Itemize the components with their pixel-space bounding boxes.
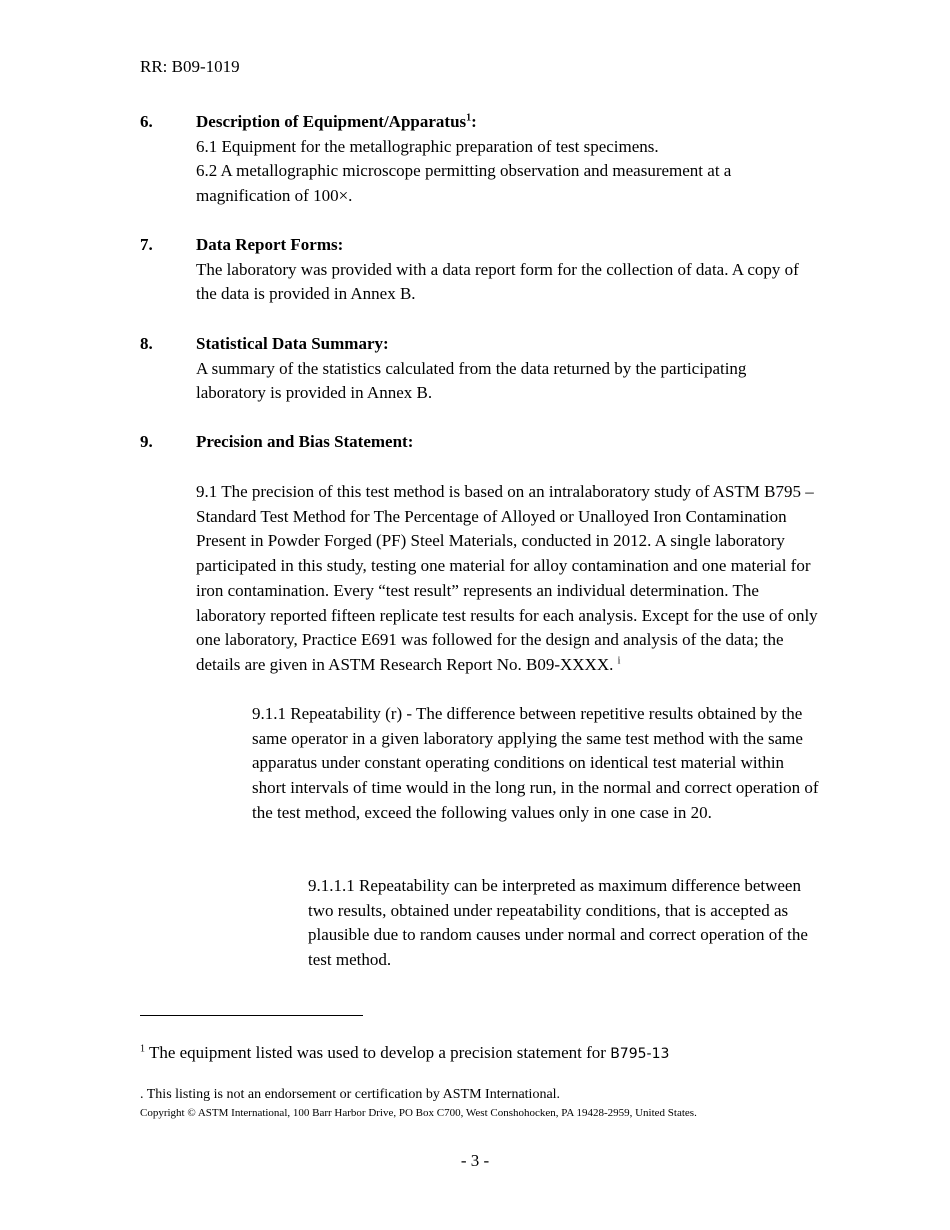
footnote-ref-1: 1 (466, 112, 472, 124)
section-9-1-paragraph (196, 480, 820, 678)
footnote-separator (140, 1015, 363, 1016)
section-9-1-1-1 (308, 874, 820, 973)
section-6-2-text: 6.2 A metallographic microscope permitting observation and measurement at a magnification of 100×. (196, 161, 732, 206)
footnote-1-continuation: . This listing is not an endorsement or certification by ASTM International. (140, 1087, 561, 1102)
section-9-1-1-text: 9.1.1 Repeatability (r) - The difference between repetitive results obtained by the same operator in a given laboratory applying the same test method with the same apparatus under constant operating conditions on identical test material within short intervals of time would in the long run, in the normal and correct operation of the test method, exceed the following values only in one case in 20. (252, 704, 819, 822)
section-6-number: 6. (140, 112, 153, 131)
copyright-notice: Copyright © ASTM International, 100 Barr Harbor Drive, PO Box C700, West Conshohocken, PA 19428-2959, United States. (140, 1107, 697, 1119)
section-9-1 (140, 480, 820, 678)
footnote-1-text: The equipment listed was used to develop a precision statement for (145, 1043, 611, 1062)
section-6-title-text: Description of Equipment/Apparatus (196, 112, 467, 131)
report-id-header: RR: B09-1019 (140, 57, 240, 76)
section-7-title: Data Report Forms: (196, 235, 344, 254)
section-8-title: Statistical Data Summary: (196, 334, 389, 353)
endnote-ref-i: i (617, 655, 621, 667)
section-9-title: Precision and Bias Statement: (196, 432, 414, 451)
section-6-title (196, 110, 820, 135)
section-7 (140, 233, 820, 307)
section-8-text: A summary of the statistics calculated from the data returned by the participating laboratory is provided in Annex B. (196, 358, 747, 403)
page-number: - 3 - (460, 1151, 490, 1170)
section-8 (140, 332, 820, 406)
section-6-1-text: 6.1 Equipment for the metallographic preparation of test specimens. (196, 136, 659, 156)
section-7-text: The laboratory was provided with a data report form for the collection of data. A copy of the data is provided in Annex B. (196, 259, 799, 304)
section-6 (140, 110, 820, 209)
footnote-1 (140, 1043, 669, 1063)
section-8-number: 8. (140, 334, 153, 353)
section-9-1-1 (252, 702, 822, 826)
footnote-1-marker: 1 (140, 1043, 145, 1055)
section-9 (140, 430, 820, 455)
section-9-1-text: 9.1 The precision of this test method is based on an intralaboratory study of ASTM B795 – Standard Test Method for The Percentage of Alloyed or Unalloyed Iron Contamination Present in Powder Forged (PF) Steel Materials, conducted in 2012. A single laboratory participated in this study, testing one material for alloy contamination and one material for iron contamination. Every “test result” represents an individual determination. The laboratory reported fifteen replicate test results for each analysis. Except for the use of only one laboratory, Practice E691 was followed for the design and analysis of the data; the details are given in ASTM Research Report No. B09-XXXX. (196, 482, 818, 674)
section-6-title-colon: : (471, 112, 477, 131)
section-9-1-1-1-text: 9.1.1.1 Repeatability can be interpreted as maximum difference between two results, obtained under repeatability conditions, that is accepted as plausible due to random causes under normal and correct operation of the test method. (308, 876, 808, 970)
footnote-1-standard: B795-13 (610, 1046, 670, 1062)
section-9-number: 9. (140, 432, 153, 451)
section-7-number: 7. (140, 235, 153, 254)
